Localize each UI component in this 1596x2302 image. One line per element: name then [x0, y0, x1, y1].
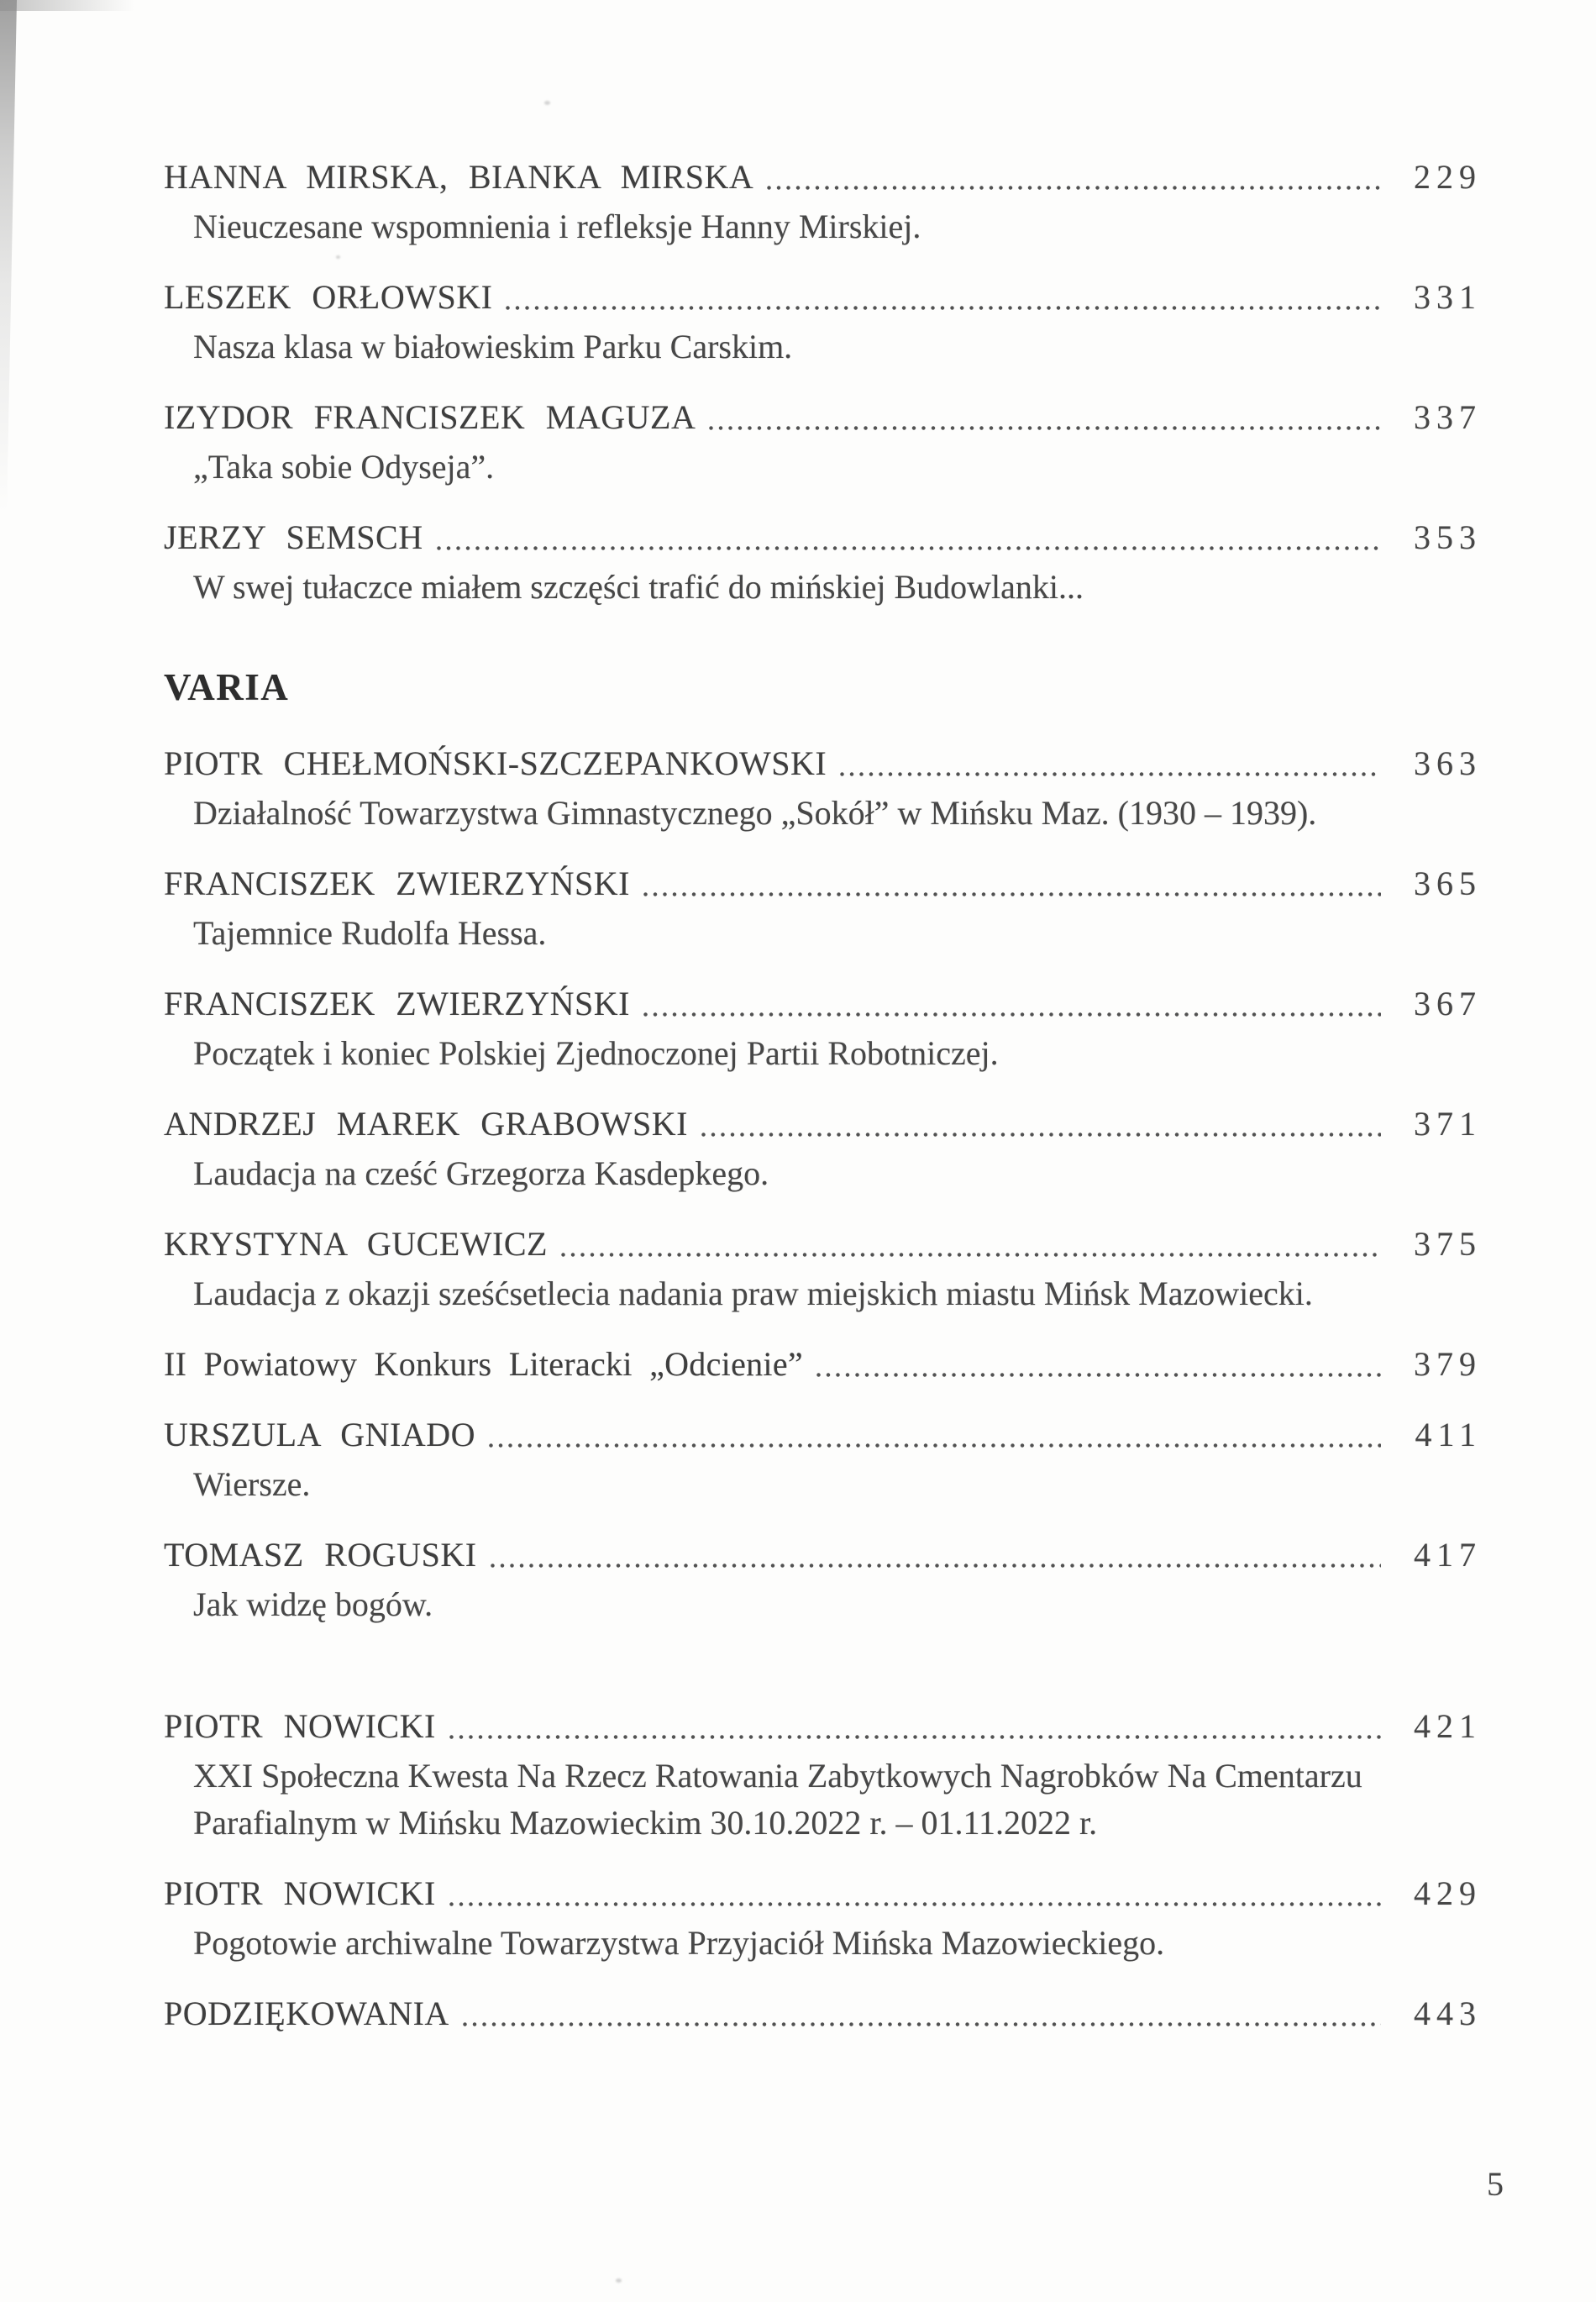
toc-entry-subtitle: Laudacja na cześć Grzegorza Kasdepkego. [193, 1154, 769, 1192]
toc-entry-page: 331 [1414, 278, 1482, 316]
toc-entry-title: PIOTR NOWICKI [164, 1707, 436, 1745]
toc-entry [164, 860, 1482, 957]
toc-entry-title: IZYDOR FRANCISZEK MAGUZA [164, 398, 696, 436]
toc-entry-page: 375 [1414, 1225, 1482, 1263]
toc-entry-subtitle: XXI Społeczna Kwesta Na Rzecz Ratowania Zabytkowych Nagrobków Na Cmentarzu [193, 1757, 1362, 1795]
toc-entry-row [164, 1101, 1482, 1148]
toc-entry-subtitle: Nieuczesane wspomnienia i refleksje Hanny Mirskiej. [193, 208, 921, 245]
toc-entry-page: 443 [1414, 1995, 1482, 2032]
toc-entry-row [164, 1411, 1482, 1458]
dot-leader [688, 1101, 1388, 1148]
toc-entry-subtitle: Wiersze. [193, 1465, 311, 1503]
dot-leader [548, 1221, 1388, 1268]
toc-entry [164, 514, 1482, 611]
toc-entry-title: PODZIĘKOWANIA [164, 1995, 449, 2032]
toc-entry-title: FRANCISZEK ZWIERZYŃSKI [164, 985, 630, 1022]
toc-entry-subtitle: Początek i koniec Polskiej Zjednoczonej Partii Robotniczej. [193, 1034, 999, 1072]
page-number: 5 [1487, 2165, 1504, 2203]
toc-entry [164, 274, 1482, 371]
toc-entry-row [164, 1870, 1482, 1917]
scan-artifact-left-edge [0, 0, 17, 512]
toc-entry [164, 1221, 1482, 1317]
dot-leader [630, 860, 1388, 907]
toc-entry [164, 1532, 1482, 1628]
toc-entry-page: 363 [1414, 744, 1482, 782]
toc-entry [164, 1411, 1482, 1508]
toc-entry-title: TOMASZ ROGUSKI [164, 1536, 477, 1574]
scan-speck [616, 2278, 622, 2283]
toc-entry-title: LESZEK ORŁOWSKI [164, 278, 493, 316]
toc-entry-row [164, 514, 1482, 561]
dot-leader [696, 394, 1388, 441]
toc-entry-row [164, 740, 1482, 787]
toc-entry-page: 229 [1414, 158, 1482, 196]
toc-entry-subtitle: Nasza klasa w białowieskim Parku Carskim. [193, 328, 793, 365]
toc-entry-subtitle: Laudacja z okazji sześćsetlecia nadania praw miejskich miastu Mińsk Mazowiecki. [193, 1275, 1313, 1312]
toc-entry-row [164, 980, 1482, 1027]
toc-entry-row [164, 1532, 1482, 1579]
toc-entry [164, 1703, 1482, 1847]
dot-leader [436, 1703, 1388, 1750]
dot-leader [475, 1411, 1388, 1458]
toc-entry-title: HANNA MIRSKA, BIANKA MIRSKA [164, 158, 754, 196]
scan-artifact-corner [0, 0, 134, 11]
toc-entry-row [164, 154, 1482, 201]
toc-entry [164, 740, 1482, 837]
toc-entry-page: 365 [1414, 865, 1482, 902]
toc-entry-title: II Powiatowy Konkurs Literacki „Odcienie” [164, 1345, 803, 1383]
toc-entry-title: FRANCISZEK ZWIERZYŃSKI [164, 865, 630, 902]
toc-entry-page: 337 [1414, 398, 1482, 436]
toc-entry-row [164, 1703, 1482, 1750]
toc-entry-title: PIOTR NOWICKI [164, 1874, 436, 1912]
toc-entry-row [164, 1990, 1482, 2037]
dot-leader [436, 1870, 1388, 1917]
toc-entry [164, 980, 1482, 1077]
toc-entry-subtitle: Działalność Towarzystwa Gimnastycznego „Sokół” w Mińsku Maz. (1930 – 1939). [193, 794, 1317, 832]
toc-entry-title: URSZULA GNIADO [164, 1416, 475, 1453]
toc-entry-subtitle: Pogotowie archiwalne Towarzystwa Przyjaciół Mińska Mazowieckiego. [193, 1924, 1165, 1962]
toc-entry-title: PIOTR CHEŁMOŃSKI-SZCZEPANKOWSKI [164, 744, 827, 782]
toc-entry-page: 429 [1414, 1874, 1482, 1912]
dot-leader [827, 740, 1388, 787]
toc-entry-subtitle: „Taka sobie Odyseja”. [193, 448, 495, 486]
scan-speck [544, 101, 550, 105]
dot-leader [803, 1341, 1388, 1388]
toc-entry-row [164, 1341, 1482, 1388]
section-heading-varia: VARIA [164, 666, 290, 708]
toc-entry-row [164, 274, 1482, 321]
dot-leader [492, 274, 1388, 321]
toc-entry [164, 1990, 1482, 2037]
dot-leader [477, 1532, 1388, 1579]
toc-entry-page: 379 [1414, 1345, 1482, 1383]
toc-entry-subtitle: Parafialnym w Mińsku Mazowieckim 30.10.2022 r. – 01.11.2022 r. [193, 1804, 1098, 1842]
toc-entry-title: KRYSTYNA GUCEWICZ [164, 1225, 548, 1263]
dot-leader [449, 1990, 1388, 2037]
toc-entry-page: 417 [1414, 1536, 1482, 1574]
toc-entry-row [164, 394, 1482, 441]
toc-entry-page: 353 [1414, 518, 1482, 556]
toc-entry-page: 421 [1414, 1707, 1482, 1745]
toc-list [164, 154, 1482, 2061]
dot-leader [753, 154, 1388, 201]
toc-entry-subtitle: Jak widzę bogów. [193, 1585, 433, 1623]
dot-leader [423, 514, 1388, 561]
toc-entry [164, 1870, 1482, 1967]
toc-entry-subtitle: Tajemnice Rudolfa Hessa. [193, 914, 547, 952]
toc-entry [164, 1101, 1482, 1197]
toc-entry-page: 367 [1414, 985, 1482, 1022]
toc-entry-page: 411 [1415, 1416, 1482, 1453]
toc-entry [164, 394, 1482, 491]
toc-entry [164, 154, 1482, 250]
toc-entry-title: ANDRZEJ MAREK GRABOWSKI [164, 1105, 688, 1143]
toc-entry [164, 1341, 1482, 1388]
toc-entry-subtitle: W swej tułaczce miałem szczęści trafić do mińskiej Budowlanki... [193, 568, 1084, 606]
toc-entry-row [164, 1221, 1482, 1268]
toc-entry-row [164, 860, 1482, 907]
dot-leader [630, 980, 1388, 1027]
toc-entry-title: JERZY SEMSCH [164, 518, 423, 556]
toc-entry-page: 371 [1414, 1105, 1482, 1143]
